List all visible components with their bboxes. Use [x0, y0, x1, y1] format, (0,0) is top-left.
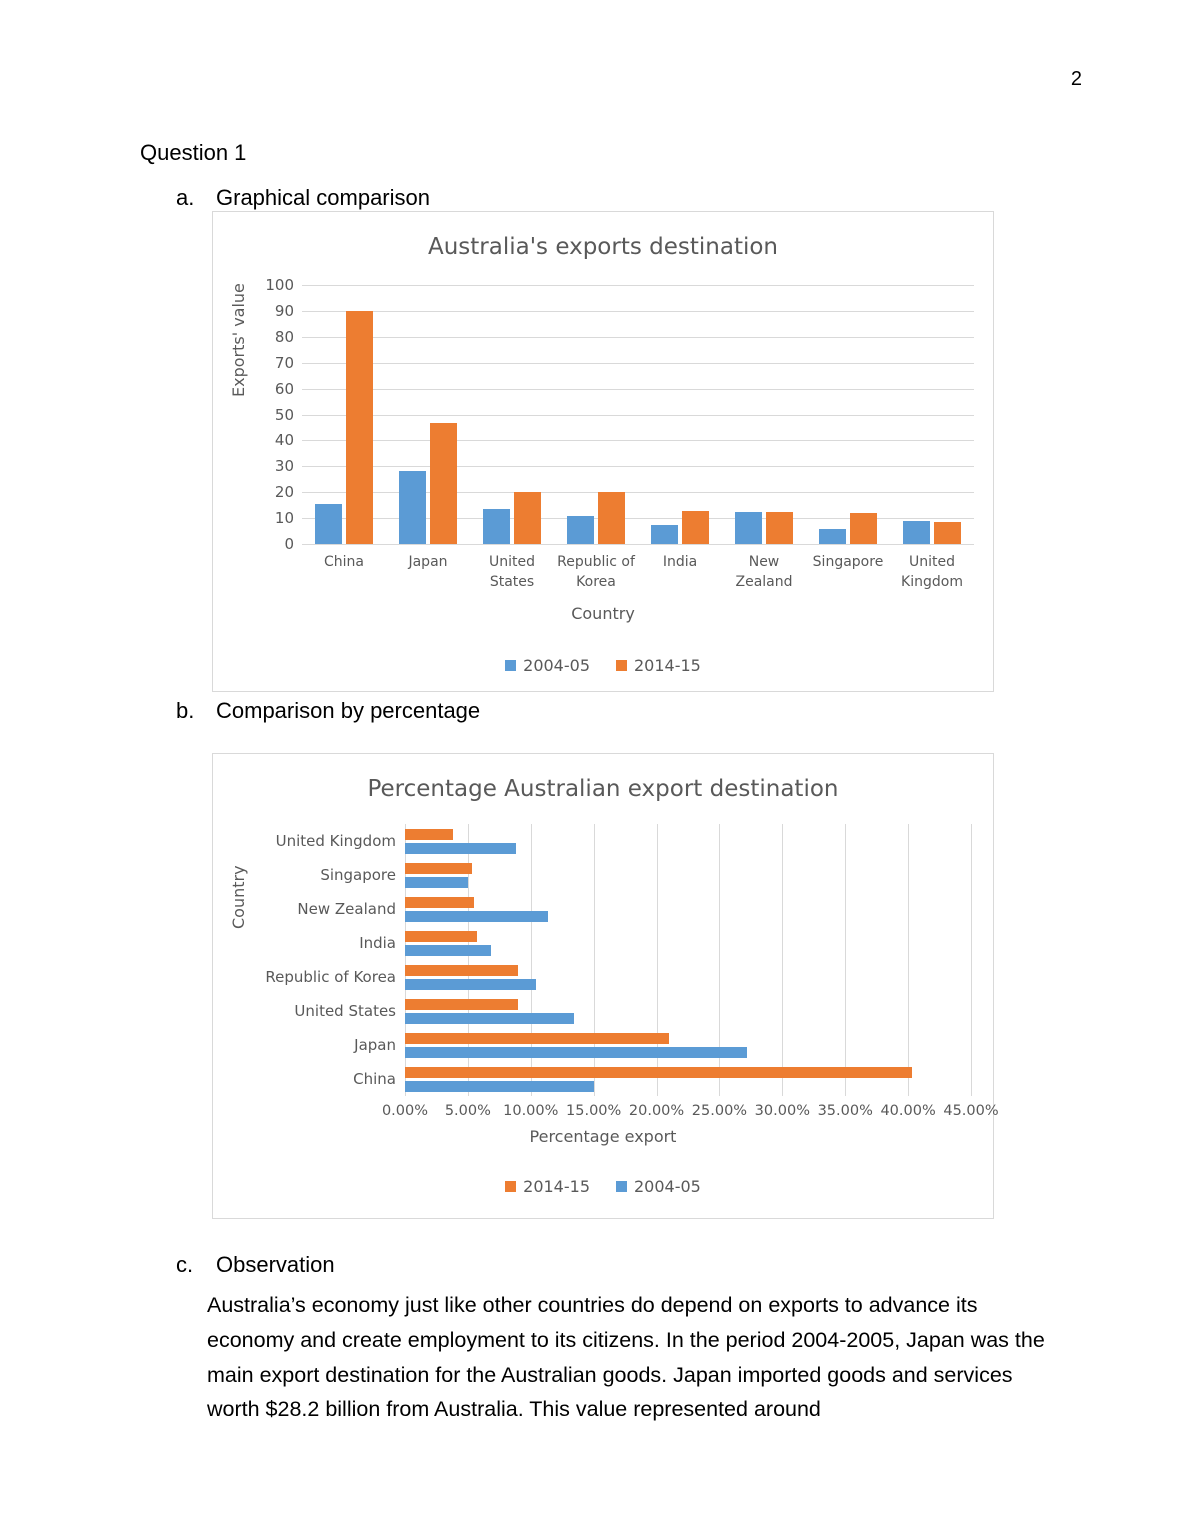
- chart2-title: Percentage Australian export destination: [367, 776, 839, 802]
- chart1-y-tick: 100: [265, 276, 294, 294]
- chart1-gridline: [302, 544, 974, 545]
- section-a-label: Graphical comparison: [216, 185, 430, 210]
- chart1-y-tick: 90: [274, 301, 294, 320]
- chart1-legend-label: 2014-15: [634, 656, 701, 675]
- chart1-category-group: [890, 285, 974, 591]
- chart2-bar: [405, 1033, 669, 1044]
- chart2-bar: [405, 979, 536, 990]
- chart1-bar: [934, 522, 961, 544]
- chart2-y-tick-label: Singapore: [320, 866, 396, 884]
- chart1-y-axis-title: Exports' value: [229, 283, 248, 397]
- chart1-title: Australia's exports destination: [427, 234, 779, 260]
- chart1-category-group: [386, 285, 470, 570]
- chart1-bar: [567, 516, 594, 544]
- chart1-bar: [682, 511, 709, 544]
- chart1-x-tick-label: India: [662, 554, 698, 570]
- chart1-bar: [346, 311, 373, 544]
- chart2-x-tick-label: 0.00%: [381, 1103, 429, 1119]
- chart2-legend: [213, 1177, 993, 1196]
- chart1-bar: [598, 492, 625, 544]
- chart1-y-tick: 80: [274, 327, 294, 346]
- chart1-y-tick: 0: [284, 535, 294, 553]
- chart1-category-group: [302, 285, 386, 570]
- chart2-plot-area: [265, 824, 999, 1119]
- legend-swatch-icon: [616, 1181, 627, 1192]
- chart2-bar: [405, 1047, 747, 1058]
- chart2-bar: [405, 1013, 574, 1024]
- chart1-bar: [819, 529, 846, 544]
- chart2-bar: [405, 931, 477, 942]
- chart1-category-group: [638, 285, 722, 570]
- chart2-y-tick-label: United Kingdom: [275, 832, 396, 850]
- chart1-legend-label: 2004-05: [523, 656, 590, 675]
- chart1-bar: [315, 504, 342, 544]
- section-a-marker: a.: [176, 185, 195, 210]
- chart1-legend: [213, 656, 993, 675]
- chart1-bar: [850, 513, 877, 544]
- chart2-bar: [405, 999, 518, 1010]
- page-number: 2: [1070, 68, 1082, 90]
- chart1-bar: [903, 521, 930, 544]
- chart2-bar: [405, 877, 468, 888]
- chart2-bar: [405, 965, 518, 976]
- chart2-x-tick-label: 45.00%: [943, 1103, 999, 1119]
- chart1-category-group: [470, 285, 554, 591]
- chart2-category-group: [354, 1028, 971, 1062]
- chart1-x-tick-label: United Kingdom: [901, 554, 963, 591]
- chart1-category-group: [554, 285, 638, 591]
- chart1-y-tick: 30: [274, 457, 294, 476]
- chart2-legend-label: 2014-15: [523, 1177, 590, 1196]
- chart1-y-tick: 10: [274, 509, 294, 528]
- chart1-y-tick: 60: [274, 379, 294, 398]
- chart2-x-tick-label: 5.00%: [444, 1103, 491, 1119]
- legend-swatch-icon: [505, 660, 516, 671]
- chart2-legend-label: 2004-05: [634, 1177, 701, 1196]
- chart1-x-tick-label: Japan: [408, 554, 448, 570]
- chart2-x-tick-label: 35.00%: [817, 1103, 873, 1119]
- chart2-bar: [405, 1067, 912, 1078]
- chart2-x-tick-label: 10.00%: [503, 1103, 559, 1119]
- chart2-x-tick-label: 15.00%: [566, 1103, 622, 1119]
- chart2-bar: [405, 843, 516, 854]
- chart1-category-group: [722, 285, 806, 591]
- chart1-bar: [735, 512, 762, 544]
- chart2-legend-item: [616, 1177, 701, 1196]
- chart1-bar: [430, 423, 457, 544]
- chart2-x-tick-label: 30.00%: [754, 1103, 810, 1119]
- chart2-y-axis-title: Country: [229, 865, 248, 929]
- legend-swatch-icon: [505, 1181, 516, 1192]
- page-title: Question 1: [140, 140, 247, 165]
- chart2-legend-item: [505, 1177, 590, 1196]
- chart2-category-group: [275, 824, 971, 858]
- chart1-y-tick: 70: [274, 353, 294, 372]
- chart2-gridline: [971, 824, 972, 1096]
- observation-paragraph: Australia’s economy just like other countries do depend on exports to advance its economy and create employment to its citizens. In the period 2004-2005, Japan was the main export destination for the Australian goods. Japan imported goods and services worth $28.2 billion from Australia. This value represented around: [207, 1293, 1045, 1422]
- chart1-category-group: [806, 285, 890, 570]
- chart2-x-tick-label: 25.00%: [691, 1103, 748, 1119]
- chart2-bar: [405, 1081, 594, 1092]
- chart2-category-group: [265, 960, 971, 994]
- chart2-category-group: [320, 858, 971, 892]
- chart1-bar: [483, 509, 510, 544]
- chart1-x-tick-label: China: [324, 554, 364, 570]
- chart1-y-tick: 20: [274, 483, 294, 502]
- chart2-y-tick-label: United States: [294, 1002, 396, 1020]
- chart1-bar: [514, 492, 541, 544]
- chart1-x-tick-label: Singapore: [812, 554, 884, 570]
- chart1-x-axis-title: Country: [571, 604, 635, 623]
- chart-exports-value: [212, 211, 994, 692]
- chart1-plot-area: [265, 276, 974, 591]
- chart1-x-tick-label: United States: [489, 554, 535, 591]
- section-b-marker: b.: [176, 698, 195, 723]
- chart2-bar: [405, 945, 491, 956]
- chart1-legend-item: [616, 656, 701, 675]
- chart2-bar: [405, 911, 548, 922]
- chart2-y-tick-label: New Zealand: [297, 900, 396, 918]
- chart2-bar: [405, 897, 474, 908]
- chart2-x-tick-label: 20.00%: [628, 1103, 685, 1119]
- chart2-category-group: [359, 926, 971, 960]
- chart1-bar: [766, 512, 793, 544]
- section-b-label: Comparison by percentage: [216, 698, 481, 723]
- chart1-bar: [399, 471, 426, 544]
- chart1-y-tick: 50: [274, 405, 294, 424]
- chart2-x-axis-title: Percentage export: [529, 1127, 677, 1146]
- chart2-y-tick-label: Republic of Korea: [265, 968, 396, 986]
- chart2-y-tick-label: India: [359, 934, 396, 952]
- chart1-x-tick-label: Republic of Korea: [557, 554, 635, 591]
- chart2-category-group: [297, 892, 971, 926]
- section-c-label: Observation: [216, 1252, 335, 1277]
- chart2-bar: [405, 863, 472, 874]
- section-c-marker: c.: [176, 1252, 194, 1277]
- chart1-bar: [651, 525, 678, 544]
- chart2-category-group: [353, 1062, 971, 1096]
- chart-export-percentage: [212, 753, 999, 1219]
- chart2-y-tick-label: China: [353, 1070, 396, 1088]
- chart1-legend-item: [505, 656, 590, 675]
- chart2-y-tick-label: Japan: [354, 1036, 396, 1054]
- legend-swatch-icon: [616, 660, 627, 671]
- chart2-category-group: [294, 994, 971, 1028]
- chart1-y-tick: 40: [274, 431, 294, 450]
- chart1-x-tick-label: New Zealand: [735, 554, 793, 591]
- chart2-bar: [405, 829, 453, 840]
- chart2-x-tick-label: 40.00%: [880, 1103, 936, 1119]
